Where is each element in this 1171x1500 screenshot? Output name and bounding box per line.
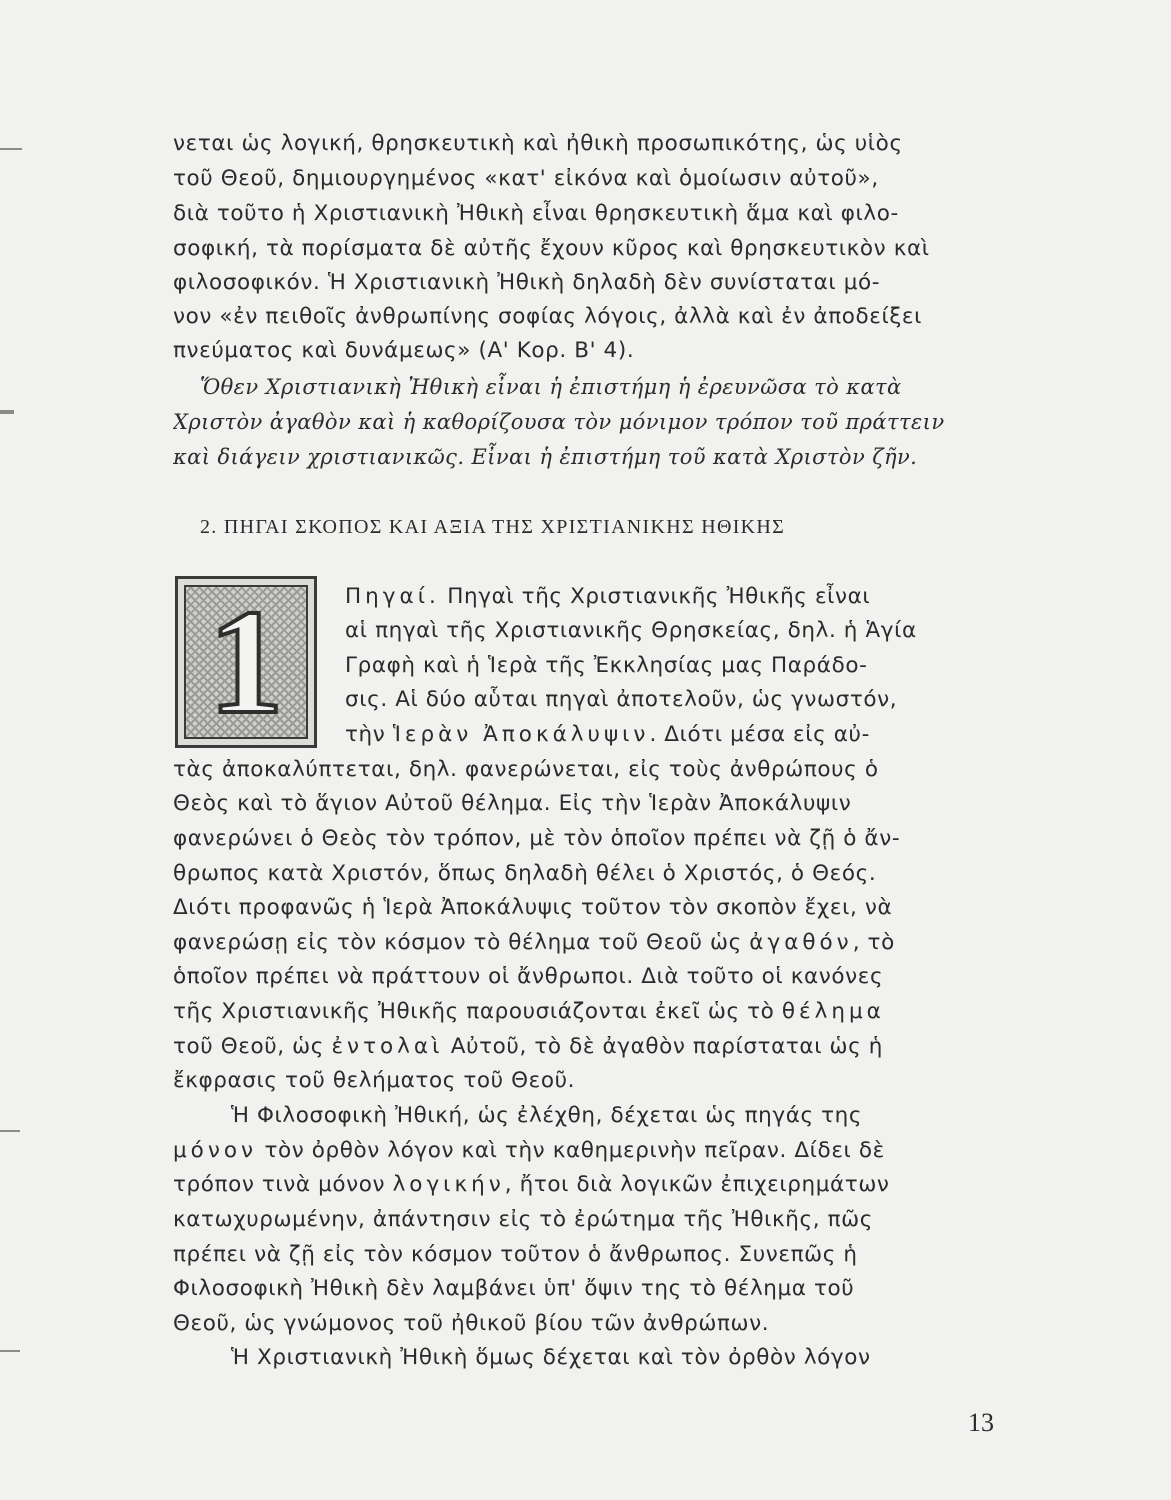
text-fragment: τῆς Χριστιανικῆς Ἠθικῆς παρουσιάζονται ἐκεῖ ὡς τὸ: [173, 999, 782, 1024]
text-fragment: τρόπον τινὰ μόνον: [173, 1172, 393, 1197]
text-line: φανερώνει ὁ Θεὸς τὸν τρόπον, μὲ τὸν ὁποῖον πρέπει νὰ ζῇ ὁ ἄν-: [173, 826, 901, 851]
text-fragment: τὸν ὀρθὸν λόγον καὶ τὴν καθημερινὴν πεῖραν. Δίδει δὲ: [257, 1138, 885, 1163]
dropcap-numeral: 1: [208, 579, 284, 745]
text-line: Φιλοσοφικὴ Ἠθικὴ δὲν λαμβάνει ὑπ' ὄψιν της τὸ θέλημα τοῦ: [173, 1276, 855, 1301]
text-line: Διότι προφανῶς ἡ Ἱερὰ Ἀποκάλυψις τοῦτον τὸν σκοπὸν ἔχει, νὰ: [173, 895, 893, 920]
scan-mark: [0, 148, 22, 150]
text-line: τοῦ Θεοῦ, δημιουργημένος «κατ' εἰκόνα καὶ ὁμοίωσιν αὐτοῦ»,: [173, 166, 879, 191]
text-line: φιλοσοφικόν. Ἡ Χριστιανικὴ Ἠθικὴ δηλαδὴ δὲν συνίσταται μό-: [173, 270, 881, 295]
text-fragment: . Διότι μέσα εἰς αὐ-: [649, 722, 870, 747]
dropcap-ornament: [175, 576, 317, 748]
emphasis-word: λογικήν: [392, 1172, 505, 1197]
text-fragment: τοῦ Θεοῦ, ὡς: [173, 1034, 332, 1059]
text-line: [173, 926, 1013, 960]
text-line: [173, 1168, 1013, 1202]
emphasis-word: μόνον: [173, 1138, 258, 1163]
text-line: Ἡ Φιλοσοφικὴ Ἠθική, ὡς ἐλέχθη, δέχεται ὡς πηγάς της: [231, 1103, 863, 1128]
text-line: Θεὸς καὶ τὸ ἅγιον Αὐτοῦ θέλημα. Εἰς τὴν Ἱερὰν Ἀποκάλυψιν: [173, 791, 852, 816]
text-fragment: Πηγαὶ τῆς Χριστιανικῆς Ἠθικῆς εἶναι: [439, 584, 871, 609]
text-line: αἱ πηγαὶ τῆς Χριστιανικῆς Θρησκείας, δηλ. ἡ Ἁγία: [345, 618, 917, 643]
text-line: Θεοῦ, ὡς γνώμονος τοῦ ἠθικοῦ βίου τῶν ἀνθρώπων.: [173, 1311, 770, 1336]
text-line: θρωπος κατὰ Χριστόν, ὅπως δηλαδὴ θέλει ὁ Χριστός, ὁ Θεός.: [173, 861, 877, 886]
text-line: [345, 580, 1015, 614]
text-line: σοφική, τὰ πορίσματα δὲ αὐτῆς ἔχουν κῦρος καὶ θρησκευτικὸν καὶ: [173, 236, 930, 261]
emphasis-word: Ἱερὰν Ἀποκάλυψιν: [392, 722, 650, 747]
definition-line: Χριστὸν ἀγαθὸν καὶ ἡ καθορίζουσα τὸν μόνιμον τρόπον τοῦ πράττειν: [173, 410, 945, 434]
text-fragment: τὴν: [345, 722, 393, 747]
text-line: ἔκφρασις τοῦ θελήματος τοῦ Θεοῦ.: [173, 1068, 576, 1093]
text-line: πνεύματος καὶ δυνάμεως» (Α' Κορ. Β' 4).: [173, 338, 635, 363]
text-line: [173, 1134, 1013, 1168]
scan-mark: [0, 410, 14, 414]
page-number: 13: [968, 1408, 994, 1437]
text-line: σις. Αἱ δύο αὗται πηγαὶ ἀποτελοῦν, ὡς γνωστόν,: [345, 687, 898, 712]
text-line: [173, 1030, 1013, 1064]
text-fragment: φανερώσῃ εἰς τὸν κόσμον τὸ θέλημα τοῦ Θεοῦ ὡς: [173, 930, 750, 955]
emphasis-word: ἀγαθόν: [749, 930, 853, 955]
text-line: νον «ἐν πειθοῖς ἀνθρωπίνης σοφίας λόγοις, ἀλλὰ καὶ ἐν ἀποδείξει: [173, 304, 923, 329]
emphasis-word: θέλημα: [781, 999, 885, 1024]
text-fragment: , τὸ: [852, 930, 895, 955]
text-line: διὰ τοῦτο ἡ Χριστιανικὴ Ἠθικὴ εἶναι θρησκευτικὴ ἅμα καὶ φιλο-: [173, 201, 899, 226]
section-heading: 2. ΠΗΓΑΙ ΣΚΟΠΟΣ ΚΑΙ ΑΞΙΑ ΤΗΣ ΧΡΙΣΤΙΑΝΙΚΗΣ ΗΘΙΚΗΣ: [200, 516, 786, 538]
text-line: [345, 718, 1015, 752]
text-line: νεται ὡς λογική, θρησκευτικὴ καὶ ἠθικὴ προσωπικότης, ὡς υἱὸς: [173, 131, 903, 156]
text-line: Ἡ Χριστιανικὴ Ἠθικὴ ὅμως δέχεται καὶ τὸν ὀρθὸν λόγον: [231, 1345, 871, 1370]
text-line: τὰς ἀποκαλύπτεται, δηλ. φανερώνεται, εἰς τοὺς ἀνθρώπους ὁ: [173, 757, 879, 782]
text-line: πρέπει νὰ ζῇ εἰς τὸν κόσμον τοῦτον ὁ ἄνθρωπος. Συνεπῶς ἡ: [173, 1242, 858, 1267]
scan-mark: [0, 1130, 20, 1132]
scan-mark: [0, 1350, 20, 1352]
text-fragment: , ἤτοι διὰ λογικῶν ἐπιχειρημάτων: [504, 1172, 890, 1197]
definition-line: καὶ διάγειν χριστιανικῶς. Εἶναι ἡ ἐπιστήμη τοῦ κατὰ Χριστὸν ζῆν.: [173, 445, 918, 469]
text-line: Γραφὴ καὶ ἡ Ἱερὰ τῆς Ἐκκλησίας μας Παράδο-: [345, 653, 868, 678]
lead-word: Πηγαί.: [345, 584, 440, 609]
text-fragment: Αὐτοῦ, τὸ δὲ ἀγαθὸν παρίσταται ὡς ἡ: [443, 1034, 883, 1059]
text-line: ὁποῖον πρέπει νὰ πράττουν οἱ ἄνθρωποι. Διὰ τοῦτο οἱ κανόνες: [173, 964, 884, 989]
text-line: κατωχυρωμένην, ἀπάντησιν εἰς τὸ ἐρώτημα τῆς Ἠθικῆς, πῶς: [173, 1207, 873, 1232]
text-line: [173, 995, 1013, 1029]
emphasis-word: ἐντολαὶ: [331, 1034, 444, 1059]
definition-line: Ὅθεν Χριστιανικὴ Ἠθικὴ εἶναι ἡ ἐπιστήμη ἡ ἐρευνῶσα τὸ κατὰ: [200, 375, 902, 399]
